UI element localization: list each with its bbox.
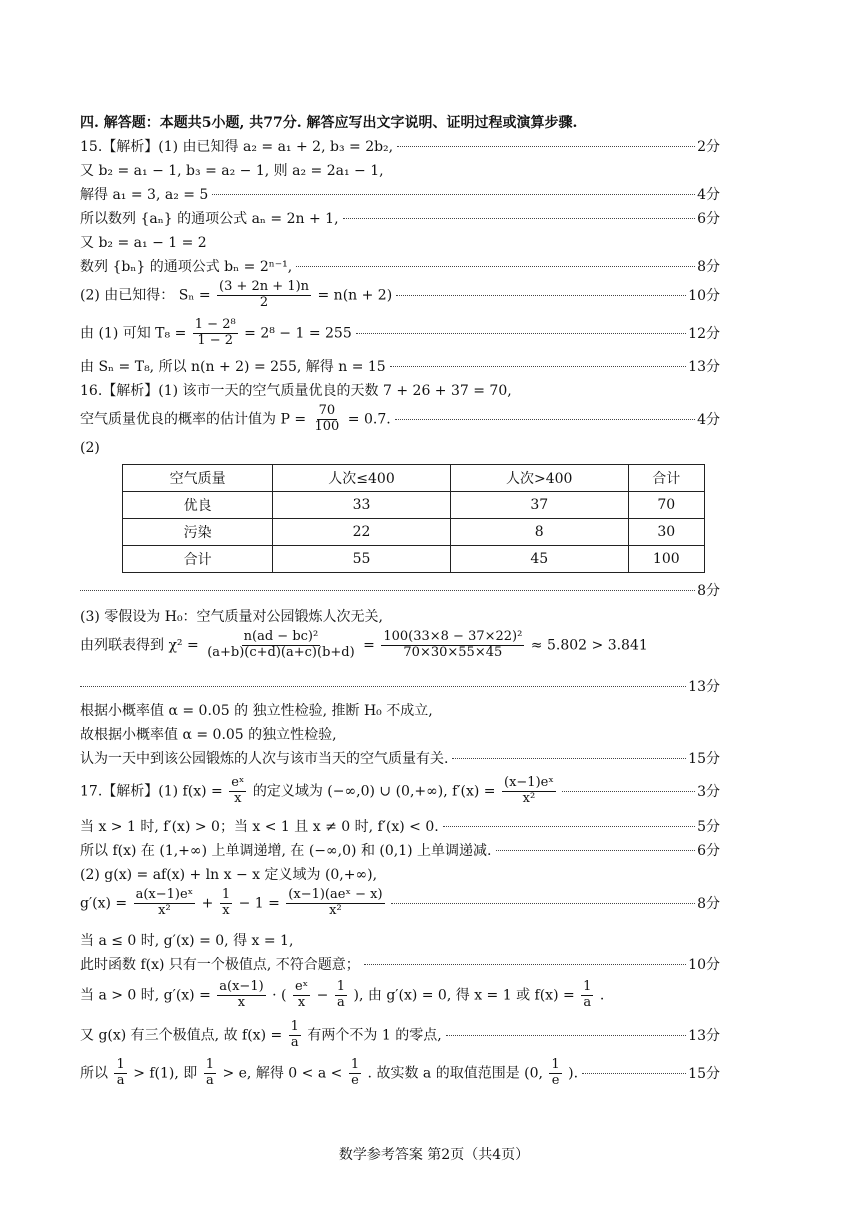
dotted-leader (80, 686, 686, 687)
fraction (502, 776, 556, 807)
q16-line-6 (80, 700, 720, 720)
denominator: a (116, 1072, 125, 1088)
denominator: x² (158, 902, 171, 918)
numerator: a(x−1) (219, 979, 264, 994)
q16-step-8: 认为一天中到该公园锻炼的人次与该市当天的空气质量有关. (80, 751, 449, 767)
fraction (217, 980, 265, 1011)
numerator: eˣ (231, 775, 245, 790)
formula-text: 又 g(x) 有三个极值点, 故 f(x) = (80, 1027, 283, 1044)
fraction (289, 1020, 301, 1051)
score-label: 6分 (697, 211, 720, 227)
formula-text: ). (568, 1065, 579, 1082)
q17-step-9 (80, 1020, 442, 1051)
fraction (134, 888, 196, 919)
denominator: a (337, 994, 345, 1010)
table-cell: 优良 (123, 492, 273, 519)
formula-text: . (599, 987, 605, 1004)
fraction (114, 1058, 126, 1089)
formula-text: + (201, 895, 214, 912)
q16-line-2 (80, 404, 720, 435)
q17-line-5 (80, 888, 720, 919)
q17-step-6: 当 a ≤ 0 时, g′(x) = 0, 得 x = 1, (80, 933, 294, 949)
formula-text: ≈ 5.802 > 3.841 (530, 637, 648, 654)
score-label: 4分 (697, 187, 720, 203)
numerator: (x−1)(aeˣ − x) (288, 887, 383, 902)
q15-step-4: 所以数列 {aₙ} 的通项公式 aₙ = 2n + 1, (80, 211, 339, 227)
q15-line-5 (80, 232, 720, 252)
formula-text: = 2⁸ − 1 = 255 (244, 325, 352, 342)
formula-text: 由列联表得到 χ² = (80, 637, 199, 654)
q17-line-8 (80, 980, 720, 1011)
contingency-table (122, 464, 705, 573)
q15-step-5: 又 b₂ = a₁ − 1 = 2 (80, 235, 207, 251)
table-cell: 8 (450, 519, 628, 546)
score-label: 4分 (697, 412, 720, 429)
dotted-leader (443, 826, 695, 827)
dotted-leader (446, 1035, 687, 1036)
fraction (204, 1058, 216, 1089)
q16-line-8 (80, 748, 720, 768)
q15-step-9: 由 Sₙ = T₈, 所以 n(n + 2) = 255, 解得 n = 15 (80, 359, 386, 375)
q15-step-3: 解得 a₁ = 3, a₂ = 5 (80, 187, 209, 203)
dotted-leader (364, 964, 686, 965)
dotted-leader (356, 333, 686, 334)
table-cell: 55 (273, 546, 451, 573)
formula-text: = 0.7. (347, 411, 391, 428)
q16-line-3 (80, 440, 720, 456)
dotted-leader (562, 791, 695, 792)
score-label: 3分 (697, 784, 720, 801)
fraction (217, 280, 311, 311)
q15-step-2: 又 b₂ = a₁ − 1, b₃ = a₂ − 1, 则 a₂ = 2a₁ − 1, (80, 163, 384, 179)
denominator: 100 (314, 418, 340, 434)
fraction (549, 1058, 561, 1089)
formula-text: 有两个不为 1 的零点, (307, 1027, 442, 1044)
score-label: 2分 (697, 139, 720, 155)
formula-text: . 故实数 a 的取值范围是 (0, (367, 1065, 543, 1082)
q15-line-9 (80, 356, 720, 376)
dotted-leader (395, 419, 695, 420)
q17-line-10 (80, 1058, 720, 1089)
score-label: 6分 (697, 843, 720, 859)
dotted-leader (80, 590, 695, 591)
q17-step-1 (80, 776, 558, 807)
table-cell: 70 (628, 492, 704, 519)
score-label: 13分 (688, 359, 720, 375)
formula-text: 17.【解析】(1) f(x) = (80, 783, 223, 800)
denominator: x² (522, 790, 536, 806)
fraction (581, 980, 593, 1011)
numerator: 100(33×8 − 37×22)² (383, 629, 523, 644)
q17-step-5 (80, 888, 387, 919)
score-label: 13分 (688, 1028, 720, 1045)
numerator: 1 − 2⁸ (194, 317, 236, 332)
numerator: 1 (583, 979, 592, 994)
denominator: e (551, 1072, 560, 1088)
dotted-leader (396, 295, 686, 296)
table-header-cell: 人次>400 (450, 465, 628, 492)
numerator: 70 (318, 403, 336, 418)
table-header-cell: 空气质量 (123, 465, 273, 492)
q15-step-7 (80, 280, 392, 311)
q17-step-10 (80, 1058, 578, 1089)
q15-line-7 (80, 280, 720, 311)
q15-line-2 (80, 160, 720, 180)
q16-line-7 (80, 724, 720, 744)
fraction (220, 888, 232, 919)
denominator: a (205, 1072, 214, 1088)
q17-step-8 (80, 980, 604, 1011)
denominator: a (583, 994, 592, 1010)
table-cell: 100 (628, 546, 704, 573)
score-label: 12分 (688, 326, 720, 343)
q16-step-6: 根据小概率值 α = 0.05 的 独立性检验, 推断 H₀ 不成立, (80, 703, 433, 719)
formula-text: g′(x) = (80, 895, 128, 912)
numerator: n(ad − bc)² (243, 629, 319, 644)
score-label: 5分 (697, 819, 720, 835)
dotted-leader (397, 146, 695, 147)
score-label: 15分 (688, 1066, 720, 1083)
fraction (335, 980, 347, 1011)
numerator: 1 (350, 1057, 360, 1072)
table-row (123, 519, 705, 546)
table-row (123, 492, 705, 519)
q16-line-1 (80, 380, 720, 400)
table-cell: 污染 (123, 519, 273, 546)
q15-step-8 (80, 318, 352, 349)
dotted-leader (496, 850, 696, 851)
q17-step-2: 当 x > 1 时, f′(x) > 0；当 x < 1 且 x ≠ 0 时, f′(x) < 0. (80, 819, 439, 835)
denominator: a (290, 1034, 299, 1050)
q16-step-5 (80, 630, 648, 661)
fraction (313, 404, 342, 435)
formula-text: = n(n + 2) (317, 287, 393, 304)
formula-text: = (363, 637, 375, 654)
table-cell: 33 (273, 492, 451, 519)
formula-text: − 1 = (238, 895, 280, 912)
q17-step-3: 所以 f(x) 在 (1,+∞) 上单调递增, 在 (−∞,0) 和 (0,1) 上单调递减. (80, 843, 492, 859)
formula-text: 所以 (80, 1065, 108, 1082)
table-header-cell: 人次≤400 (273, 465, 451, 492)
table-cell: 30 (628, 519, 704, 546)
fraction (381, 630, 524, 661)
numerator: 1 (551, 1057, 560, 1072)
dotted-leader (390, 366, 686, 367)
denominator: 1 − 2 (197, 332, 234, 348)
table-cell: 37 (450, 492, 628, 519)
table-cell: 合计 (123, 546, 273, 573)
dotted-leader (391, 903, 696, 904)
numerator: (3 + 2n + 1)n (219, 279, 310, 294)
fraction (193, 318, 238, 349)
table-row (123, 546, 705, 573)
q17-line-3 (80, 840, 720, 860)
q15-line-4 (80, 208, 720, 228)
denominator: (a+b)(c+d)(a+c)(b+d) (207, 644, 355, 660)
table-header-row (123, 465, 705, 492)
denominator: e (351, 1072, 359, 1088)
score-label: 15分 (688, 751, 720, 767)
fraction (229, 776, 246, 807)
formula-text: ), 由 g′(x) = 0, 得 x = 1 或 f(x) = (353, 987, 575, 1004)
q15-line-3 (80, 184, 720, 204)
formula-text: 空气质量优良的概率的估计值为 P = (80, 411, 307, 428)
formula-text: · ( (272, 987, 287, 1004)
section-title-text: 四. 解答题：本题共5小题, 共77分. 解答应写出文字说明、证明过程或演算步骤. (80, 115, 578, 131)
denominator: x (297, 994, 306, 1010)
formula-text: (2) 由已知得： Sₙ = (80, 287, 211, 304)
score-label: 8分 (697, 259, 720, 275)
score-label: 10分 (688, 288, 720, 305)
q16-line-4 (80, 606, 720, 626)
score-label: 13分 (688, 679, 720, 695)
denominator: x (237, 994, 246, 1010)
q17-line-6 (80, 930, 720, 950)
q17-step-7: 此时函数 f(x) 只有一个极值点, 不符合题意； (80, 957, 360, 973)
dotted-leader (296, 266, 695, 267)
q17-line-1 (80, 776, 720, 807)
denominator: 70×30×55×45 (403, 644, 503, 660)
page-footer: 数学参考答案 第2页（共4页） (338, 1147, 530, 1163)
numerator: a(x−1)eˣ (135, 887, 194, 902)
q16-line-5 (80, 630, 720, 661)
table-cell: 22 (273, 519, 451, 546)
fraction (349, 1058, 361, 1089)
q15-line-1 (80, 136, 720, 156)
denominator: x² (329, 902, 342, 918)
section-title (80, 112, 720, 132)
fraction (286, 888, 384, 919)
numerator: 1 (290, 1019, 299, 1034)
q16-step-2 (80, 404, 391, 435)
formula-text: 的定义域为 (−∞,0) ∪ (0,+∞), f′(x) = (252, 783, 496, 800)
denominator: x (222, 902, 230, 918)
table-cell: 45 (450, 546, 628, 573)
q16-part-2-label: (2) (80, 440, 100, 456)
q17-step-4: (2) g(x) = af(x) + ln x − x 定义域为 (0,+∞), (80, 867, 378, 883)
q15-step-6: 数列 {bₙ} 的通项公式 bₙ = 2ⁿ⁻¹, (80, 259, 293, 275)
numerator: 1 (116, 1057, 125, 1072)
numerator: 1 (205, 1057, 215, 1072)
formula-text: > e, 解得 0 < a < (222, 1065, 343, 1082)
fraction (205, 630, 357, 661)
numerator: 1 (221, 887, 231, 902)
score-label: 8分 (697, 583, 720, 599)
q16-step-1: 16.【解析】(1) 该市一天的空气质量优良的天数 7 + 26 + 37 = 70, (80, 383, 512, 399)
q16-step-7: 故根据小概率值 α = 0.05 的独立性检验, (80, 727, 337, 743)
numerator: eˣ (294, 979, 309, 994)
q15-step-1: 15.【解析】(1) 由已知得 a₂ = a₁ + 2, b₃ = 2b₂, (80, 139, 394, 155)
dotted-leader (452, 758, 686, 759)
denominator: x (234, 790, 242, 806)
q16-step-4: (3) 零假设为 H₀：空气质量对公园锻炼人次无关, (80, 609, 384, 625)
formula-text: 由 (1) 可知 T₈ = (80, 325, 187, 342)
q15-line-8 (80, 318, 720, 349)
formula-text: − (316, 987, 329, 1004)
q15-line-6 (80, 256, 720, 276)
dotted-leader (212, 194, 695, 195)
fraction (293, 980, 310, 1011)
numerator: 1 (336, 979, 346, 994)
q17-line-2 (80, 816, 720, 836)
denominator: 2 (259, 294, 269, 310)
q16-table-score-line (80, 580, 720, 600)
dotted-leader (582, 1073, 686, 1074)
q16-chi-score-line (80, 676, 720, 696)
formula-text: > f(1), 即 (133, 1065, 198, 1082)
q17-line-9 (80, 1020, 720, 1051)
formula-text: 当 a > 0 时, g′(x) = (80, 987, 211, 1004)
q17-line-7 (80, 954, 720, 974)
q17-line-4 (80, 864, 720, 884)
score-label: 8分 (697, 896, 720, 913)
numerator: (x−1)eˣ (504, 775, 554, 790)
score-label: 10分 (688, 957, 720, 973)
dotted-leader (343, 218, 696, 219)
table-header-cell: 合计 (628, 465, 704, 492)
